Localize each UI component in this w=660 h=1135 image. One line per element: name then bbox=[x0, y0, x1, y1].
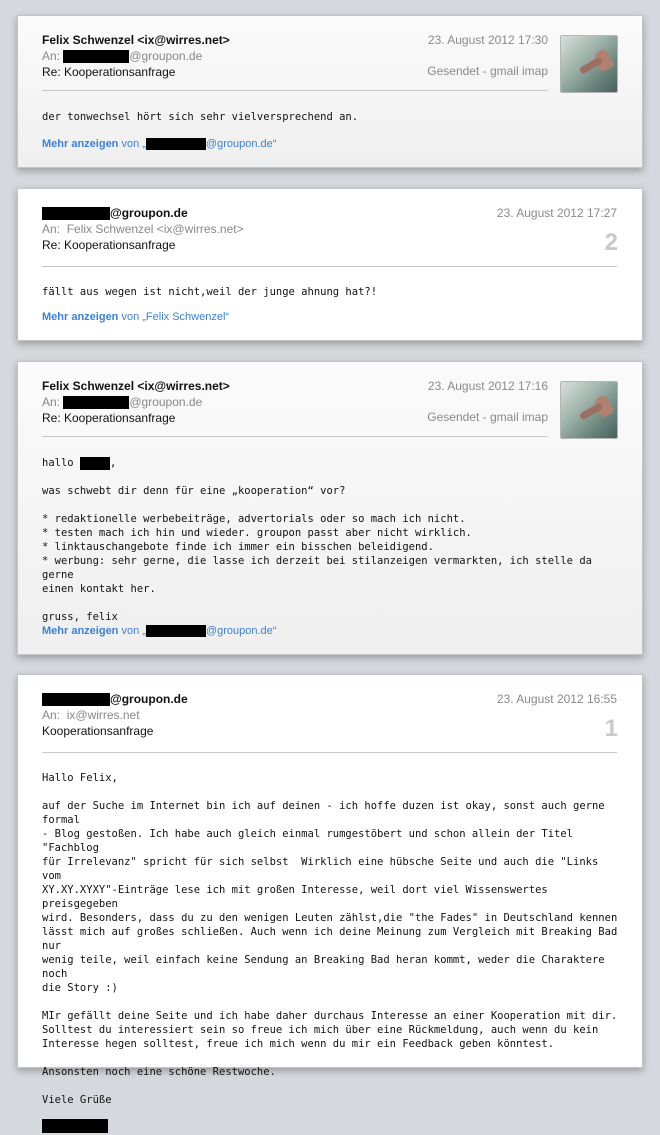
email-date: 23. August 2012 16:55 bbox=[496, 692, 617, 706]
status-label: Gesendet - gmail imap bbox=[427, 64, 548, 78]
subject: Kooperationsanfrage bbox=[42, 724, 154, 738]
email-card-3 bbox=[17, 361, 643, 655]
email-header bbox=[18, 189, 642, 263]
divider bbox=[42, 90, 548, 91]
subject: Re: Kooperationsanfrage bbox=[42, 411, 176, 425]
redacted-block bbox=[42, 693, 110, 706]
email-greeting: hallo , bbox=[42, 457, 117, 469]
redacted-block bbox=[42, 1119, 108, 1133]
email-body: der tonwechsel hört sich sehr vielversprechend an. bbox=[42, 111, 359, 123]
redacted-block bbox=[80, 457, 110, 470]
email-header bbox=[18, 16, 642, 90]
redacted-block bbox=[63, 50, 129, 63]
thread-count: 2 bbox=[604, 229, 618, 256]
divider bbox=[42, 752, 617, 753]
show-more-line: Mehr anzeigen von „ @groupon.de“ bbox=[42, 625, 277, 637]
show-more-link[interactable]: Mehr anzeigen bbox=[42, 625, 119, 637]
show-more-link[interactable]: Mehr anzeigen bbox=[42, 311, 119, 323]
status-label: Gesendet - gmail imap bbox=[427, 410, 548, 424]
sender: Felix Schwenzel <ix@wirres.net> bbox=[42, 379, 230, 393]
redacted-block bbox=[63, 396, 129, 409]
email-header bbox=[18, 362, 642, 436]
sender: @groupon.de bbox=[42, 206, 188, 220]
email-date: 23. August 2012 17:27 bbox=[496, 206, 617, 220]
email-body: fällt aus wegen ist nicht,weil der junge ahnung hat?! bbox=[42, 286, 378, 298]
redacted-block bbox=[42, 207, 110, 220]
recipient: An: Felix Schwenzel <ix@wirres.net> bbox=[42, 222, 244, 236]
subject: Re: Kooperationsanfrage bbox=[42, 238, 176, 252]
avatar bbox=[560, 35, 618, 93]
recipient: An: ix@wirres.net bbox=[42, 708, 140, 722]
show-more-line: Mehr anzeigen von „Felix Schwenzel“ bbox=[42, 311, 230, 323]
show-more-line: Mehr anzeigen von „ @groupon.de“ bbox=[42, 138, 277, 150]
email-header bbox=[18, 675, 642, 749]
email-date: 23. August 2012 17:30 bbox=[427, 33, 548, 47]
recipient: An: @groupon.de bbox=[42, 49, 203, 63]
email-date: 23. August 2012 17:16 bbox=[427, 379, 548, 393]
email-card-4 bbox=[17, 674, 643, 1106]
divider bbox=[42, 266, 617, 267]
divider bbox=[42, 436, 548, 437]
thread-count: 1 bbox=[604, 715, 618, 742]
recipient: An: @groupon.de bbox=[42, 395, 203, 409]
email-card-2 bbox=[17, 188, 643, 341]
sender: @groupon.de bbox=[42, 692, 188, 706]
avatar bbox=[560, 381, 618, 439]
signature bbox=[18, 1107, 642, 1135]
redacted-block bbox=[146, 625, 206, 637]
email-body: Hallo Felix, auf der Suche im Internet bin ich auf deinen - ich hoffe duzen ist okay, sonst auch gerne formal - Blog gestoßen. Ich habe auch gleich einmal rumgestöbert und schon allein der Titel "Fachblog für Irrelevanz" spricht für sich selbst Wirklich eine hübsche Seite und auch die "Links vom XY.XY.XYXY"-Einträge lese ich mit großen Interesse, weil dort viel Wissenswertes preisgegeben wird. Besonders, dass du zu den wenigen Leuten zählst,die "the Fades" in Deutschland kennen lässt mich auf großes schließen. Auch wenn ich deine Meinung zum Vergleich mit Breaking Bad nur wenig teile, weil einfach keine Sendung an Breaking Bad heran kommt, weder die Charaktere noch die Story :) MIr gefällt deine Seite und ich habe daher durchaus Interesse an einer Kooperation mit dir. Solltest du interessiert sein so freue ich mich über eine Rückmeldung, auch wenn du kein Interesse hegen solltest, freue ich mich wenn du mir ein Feedback geben könntest. Ansonsten noch eine schöne Restwoche. Viele Grüße bbox=[42, 772, 618, 1106]
show-more-link[interactable]: Mehr anzeigen bbox=[42, 138, 119, 150]
redacted-block bbox=[146, 138, 206, 150]
email-body: was schwebt dir denn für eine „kooperation“ vor? * redaktionelle werbebeiträge, advertorials oder so mach ich nicht. * testen mach ich hin und wieder. groupon passt aber nicht wirklich. * linktauschangebote finde ich immer ein bisschen beleidigend. * werbung: sehr gerne, die lasse ich derzeit bei stilanzeigen vermarkten, ich stelle da gerne einen kontakt her. gruss, felix bbox=[42, 485, 592, 623]
email-card-1 bbox=[17, 15, 643, 168]
subject: Re: Kooperationsanfrage bbox=[42, 65, 176, 79]
sender: Felix Schwenzel <ix@wirres.net> bbox=[42, 33, 230, 47]
